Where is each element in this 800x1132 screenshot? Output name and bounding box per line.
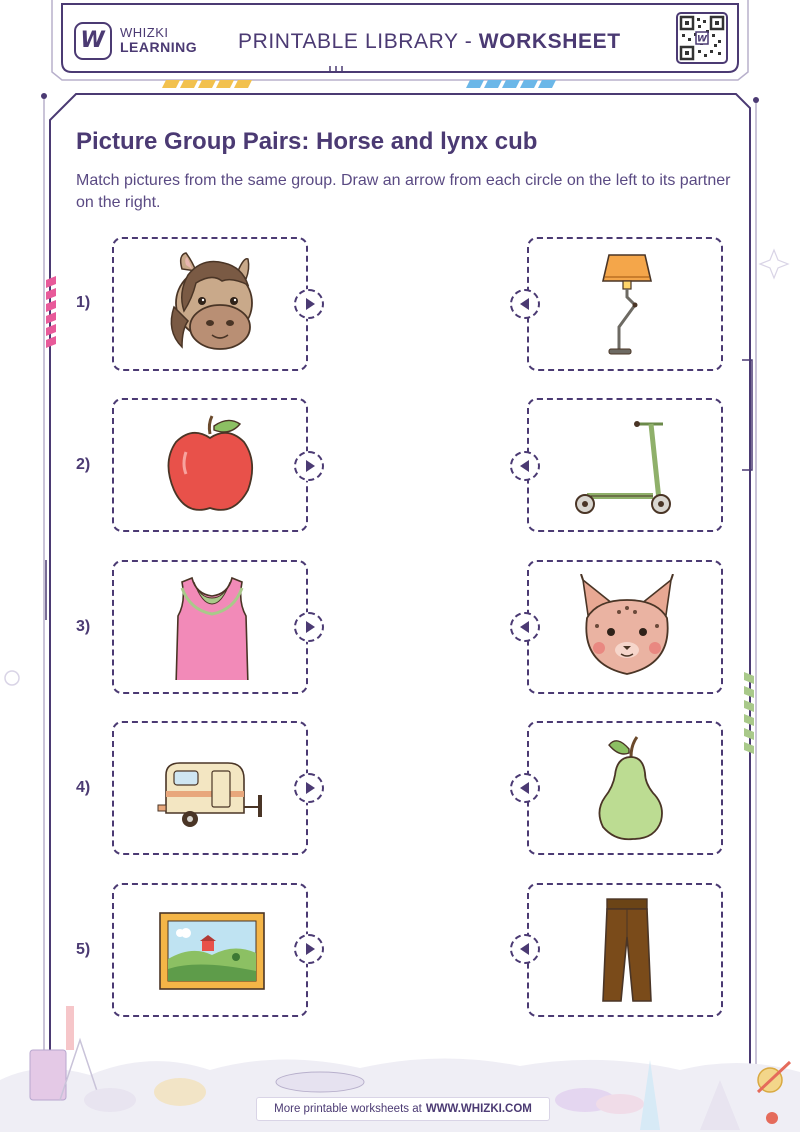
apple-icon	[152, 412, 272, 518]
left-arrow-icon	[512, 453, 538, 479]
left-arrow-icon	[512, 291, 538, 317]
brand-line1: WHIZKI	[120, 25, 169, 40]
left-connector-4[interactable]	[294, 773, 324, 803]
right-card-1	[527, 237, 723, 371]
left-card-5	[112, 883, 308, 1017]
play-arrow-icon	[296, 614, 322, 640]
left-connector-1[interactable]	[294, 289, 324, 319]
footer-text: More printable worksheets at	[274, 1103, 422, 1115]
whizki-logo[interactable]	[74, 22, 112, 60]
brand-line2: LEARNING	[120, 39, 198, 55]
left-card-1	[112, 237, 308, 371]
row-number-5: 5)	[76, 941, 91, 958]
right-connector-4[interactable]	[510, 773, 540, 803]
trousers-icon	[567, 897, 687, 1003]
row-number-4: 4)	[76, 779, 91, 796]
right-card-4	[527, 721, 723, 855]
footer-url-link[interactable]: WWW.WHIZKI.COM	[425, 1103, 532, 1115]
right-connector-5[interactable]	[510, 934, 540, 964]
floor-lamp-icon	[567, 251, 687, 357]
right-card-5	[527, 883, 723, 1017]
play-arrow-icon	[296, 453, 322, 479]
pear-icon	[567, 735, 687, 841]
header	[62, 0, 738, 72]
left-connector-5[interactable]	[294, 934, 324, 964]
worksheet-instructions: Match pictures from the same group. Draw an arrow from each circle on the left to its partner on the right.	[76, 172, 731, 211]
qr-code-icon	[676, 12, 728, 64]
play-arrow-icon	[296, 775, 322, 801]
tank-top-icon	[152, 574, 272, 680]
row-number-2: 2)	[76, 456, 91, 473]
header-title-plain: PRINTABLE LIBRARY -	[238, 30, 479, 53]
camper-trailer-icon	[152, 735, 272, 841]
play-arrow-icon	[296, 291, 322, 317]
right-connector-1[interactable]	[510, 289, 540, 319]
row-number-1: 1)	[76, 294, 91, 311]
row-number-3: 3)	[76, 618, 91, 635]
header-title-strong: WORKSHEET	[478, 30, 621, 53]
framed-landscape-icon	[152, 897, 272, 1003]
header-title	[238, 30, 621, 54]
left-card-3	[112, 560, 308, 694]
svg-text:W: W	[697, 34, 707, 45]
left-card-2	[112, 398, 308, 532]
left-arrow-icon	[512, 614, 538, 640]
right-connector-3[interactable]	[510, 612, 540, 642]
left-arrow-icon	[512, 775, 538, 801]
right-connector-2[interactable]	[510, 451, 540, 481]
yellow-stripes	[162, 80, 252, 88]
play-arrow-icon	[296, 936, 322, 962]
left-card-4	[112, 721, 308, 855]
right-card-2	[527, 398, 723, 532]
left-connector-3[interactable]	[294, 612, 324, 642]
logo-letter: W	[80, 28, 105, 53]
left-arrow-icon	[512, 936, 538, 962]
left-connector-2[interactable]	[294, 451, 324, 481]
blue-stripes	[466, 80, 556, 88]
lynx-cub-icon	[567, 574, 687, 680]
footer	[256, 1097, 550, 1121]
worksheet-title: Picture Group Pairs: Horse and lynx cub	[76, 128, 538, 155]
right-card-3	[527, 560, 723, 694]
horse-icon	[152, 251, 272, 357]
kick-scooter-icon	[567, 412, 687, 518]
brand-name	[120, 25, 197, 55]
